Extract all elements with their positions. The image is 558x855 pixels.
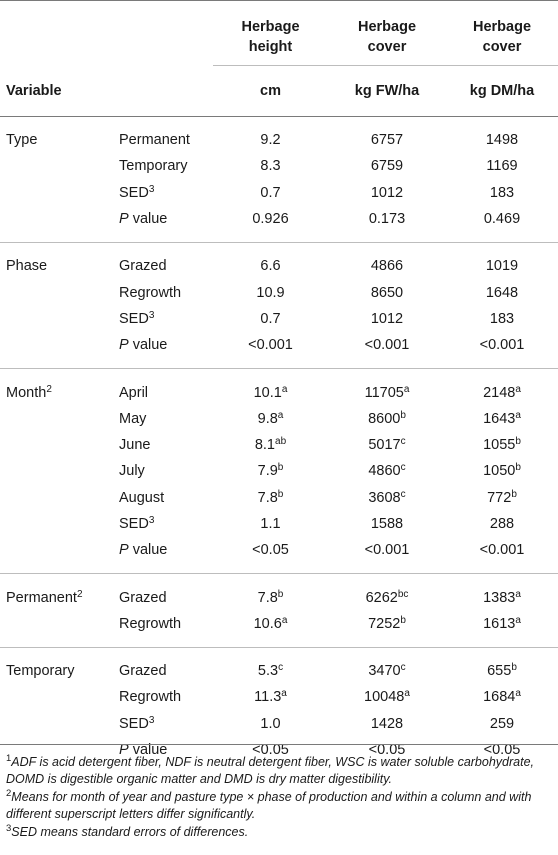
value-superscript: a: [515, 688, 521, 700]
group-cell: [0, 711, 113, 737]
level-label: Temporary: [119, 158, 188, 175]
value-text: 9.8: [257, 410, 278, 427]
value-text: <0.05: [483, 742, 521, 759]
level-cell: [113, 243, 213, 280]
value-superscript: a: [281, 614, 288, 626]
value-cell: [213, 611, 328, 648]
value-superscript: a: [515, 614, 521, 626]
value-cell: [213, 406, 328, 432]
level-label-superscript: 3: [148, 183, 155, 195]
value-text: 5.3: [257, 663, 279, 680]
table-row: [0, 306, 558, 332]
value-text: 1613: [483, 615, 516, 632]
value-cell: [446, 648, 558, 685]
value-text: <0.05: [368, 742, 406, 759]
level-label: April: [119, 384, 149, 401]
group-cell: [0, 279, 113, 305]
value-text: 6.6: [260, 258, 281, 275]
value-superscript: a: [515, 409, 521, 421]
value-text: 2148: [483, 384, 516, 401]
level-label: value: [128, 742, 168, 759]
table-row: [0, 369, 558, 406]
group-label-superscript: 2: [46, 383, 52, 395]
value-superscript: b: [515, 462, 521, 474]
value-cell: [446, 684, 558, 710]
value-text: 1498: [485, 132, 519, 149]
level-label: SED: [119, 184, 149, 201]
value-text: <0.001: [248, 337, 293, 354]
level-cell: [113, 369, 213, 406]
table-row: [0, 153, 558, 179]
table-row: [0, 611, 558, 648]
group-cell: [0, 537, 113, 574]
value-text: 10.9: [256, 284, 285, 301]
table-row: [0, 574, 558, 611]
value-superscript: ab: [275, 436, 287, 448]
table-row: [0, 485, 558, 511]
value-text: 0.7: [260, 184, 281, 201]
value-superscript: a: [515, 383, 521, 395]
value-superscript: b: [400, 409, 406, 421]
level-cell: [113, 180, 213, 206]
value-cell: [446, 279, 558, 305]
value-cell: [328, 206, 446, 243]
level-cell: [113, 279, 213, 305]
level-italic-prefix: P: [119, 337, 129, 354]
value-superscript: bc: [397, 588, 409, 600]
value-cell: [328, 611, 446, 648]
value-superscript: b: [515, 436, 521, 448]
group-cell: [0, 117, 113, 154]
value-cell: [328, 458, 446, 484]
col-header-height: Herbage height: [213, 1, 328, 66]
level-label: Grazed: [119, 258, 167, 275]
footnote-text: SED means standard errors of differences.: [11, 825, 249, 839]
group-cell: [0, 574, 113, 611]
value-cell: [328, 306, 446, 332]
level-cell: [113, 406, 213, 432]
value-cell: [213, 711, 328, 737]
level-cell: [113, 511, 213, 537]
level-cell: [113, 153, 213, 179]
value-cell: [328, 574, 446, 611]
value-cell: [213, 432, 328, 458]
value-text: 0.7: [260, 310, 281, 327]
value-text: <0.001: [364, 542, 410, 559]
value-text: 6757: [370, 132, 404, 149]
level-label: May: [119, 410, 147, 427]
value-superscript: b: [511, 488, 517, 500]
value-cell: [328, 369, 446, 406]
group-cell: [0, 432, 113, 458]
value-text: 9.2: [260, 132, 281, 149]
value-text: 183: [489, 310, 515, 327]
value-cell: [446, 432, 558, 458]
level-label-superscript: 3: [148, 714, 155, 726]
value-superscript: c: [400, 436, 406, 448]
value-cell: [213, 206, 328, 243]
footnote-text: Means for month of year and pasture type × phase of production and within a column and with different superscript letters differ significantly.: [6, 790, 532, 821]
value-superscript: a: [404, 688, 410, 700]
table-footnotes: [6, 754, 554, 842]
value-text: 772: [487, 489, 512, 506]
header-row-1: [0, 1, 558, 66]
value-superscript: c: [400, 488, 406, 500]
value-text: 1169: [486, 158, 518, 175]
value-text: 1.1: [260, 516, 281, 532]
value-cell: [213, 574, 328, 611]
value-text: 8.3: [260, 158, 281, 175]
value-cell: [328, 117, 446, 154]
level-cell: [113, 458, 213, 484]
header-row-2: [0, 66, 558, 117]
value-cell: [446, 537, 558, 574]
table-row: [0, 279, 558, 305]
value-text: 0.173: [368, 211, 406, 228]
level-italic-prefix: P: [119, 542, 129, 559]
table-row: [0, 648, 558, 685]
value-cell: [328, 279, 446, 305]
level-label: value: [128, 542, 168, 559]
value-cell: [213, 332, 328, 369]
value-superscript: c: [278, 662, 284, 674]
value-cell: [213, 684, 328, 710]
unit-header-cm: cm: [213, 66, 328, 117]
level-label: SED: [119, 715, 149, 732]
value-superscript: b: [277, 462, 284, 474]
value-cell: [446, 117, 558, 154]
group-cell: [0, 153, 113, 179]
value-cell: [446, 243, 558, 280]
group-cell: [0, 485, 113, 511]
value-cell: [328, 180, 446, 206]
level-cell: [113, 611, 213, 648]
table-row: [0, 406, 558, 432]
level-italic-prefix: P: [119, 211, 129, 228]
value-text: 8.1: [254, 437, 276, 454]
level-cell: [113, 332, 213, 369]
value-cell: [446, 711, 558, 737]
value-cell: [446, 332, 558, 369]
level-cell: [113, 648, 213, 685]
value-cell: [213, 369, 328, 406]
value-text: 655: [487, 663, 512, 680]
footnote: [6, 824, 554, 841]
group-label-superscript: 2: [76, 588, 83, 600]
value-text: <0.001: [479, 337, 525, 354]
table-row: [0, 332, 558, 369]
value-text: 1588: [370, 516, 404, 532]
footnote: [6, 789, 554, 823]
group-cell: [0, 332, 113, 369]
value-cell: [213, 537, 328, 574]
footnote: [6, 754, 554, 788]
value-cell: [446, 180, 558, 206]
group-cell: [0, 243, 113, 280]
value-cell: [446, 206, 558, 243]
value-cell: [328, 432, 446, 458]
value-text: 5017: [368, 437, 401, 454]
level-label: value: [128, 211, 168, 228]
value-text: 1643: [483, 410, 516, 427]
table-row: [0, 180, 558, 206]
group-label: Type: [6, 132, 38, 149]
value-cell: [446, 406, 558, 432]
table-row: [0, 711, 558, 737]
value-text: 1019: [485, 258, 519, 275]
col-header-cover-fw: Herbage cover: [328, 1, 446, 66]
group-label: Permanent: [6, 589, 77, 606]
group-cell: [0, 306, 113, 332]
value-text: 7.8: [257, 589, 278, 606]
value-text: 6759: [370, 158, 404, 175]
group-cell: [0, 684, 113, 710]
value-text: 3470: [368, 663, 401, 680]
group-cell: [0, 180, 113, 206]
value-cell: [213, 458, 328, 484]
table-row: [0, 684, 558, 710]
value-text: 10.6: [253, 615, 282, 632]
value-cell: [328, 684, 446, 710]
value-cell: [328, 332, 446, 369]
value-text: 259: [489, 715, 515, 732]
value-cell: [446, 574, 558, 611]
group-label: Month: [6, 384, 47, 401]
value-text: 1383: [483, 589, 516, 606]
value-superscript: a: [281, 688, 287, 700]
value-cell: [213, 243, 328, 280]
value-text: <0.001: [479, 542, 525, 559]
value-text: 10.1: [253, 384, 282, 401]
value-cell: [213, 648, 328, 685]
value-cell: [213, 279, 328, 305]
value-cell: [446, 611, 558, 648]
value-text: 288: [489, 516, 515, 532]
value-cell: [446, 511, 558, 537]
value-text: 7252: [368, 615, 401, 632]
value-text: 11.3: [254, 689, 282, 706]
value-cell: [328, 711, 446, 737]
group-label: Phase: [6, 258, 48, 275]
level-cell: [113, 206, 213, 243]
group-cell: [0, 511, 113, 537]
level-label: SED: [119, 310, 149, 327]
value-superscript: a: [515, 588, 521, 600]
value-cell: [213, 117, 328, 154]
footnote-marker: 2: [6, 788, 12, 799]
footnote-marker: 3: [6, 823, 12, 834]
value-text: <0.05: [252, 542, 289, 559]
level-label: Permanent: [119, 132, 190, 149]
value-text: 1050: [483, 463, 516, 480]
value-superscript: b: [277, 488, 284, 500]
group-cell: [0, 406, 113, 432]
value-cell: [328, 243, 446, 280]
value-cell: [213, 306, 328, 332]
level-label: August: [119, 489, 165, 506]
value-cell: [328, 537, 446, 574]
group-cell: [0, 206, 113, 243]
value-text: 1684: [483, 689, 516, 706]
value-text: 1012: [370, 184, 404, 201]
level-cell: [113, 574, 213, 611]
level-cell: [113, 306, 213, 332]
value-text: 1428: [370, 715, 404, 732]
value-text: 8600: [368, 410, 401, 427]
level-label-superscript: 3: [148, 309, 155, 321]
col-header-cover-dm: Herbage cover: [446, 1, 558, 66]
value-text: 183: [489, 184, 515, 201]
value-cell: [446, 153, 558, 179]
level-label: Regrowth: [119, 689, 182, 706]
level-label: July: [119, 463, 145, 480]
value-text: 11705: [364, 384, 404, 401]
value-text: 4866: [370, 258, 404, 275]
level-cell: [113, 711, 213, 737]
level-italic-prefix: P: [119, 742, 129, 759]
group-cell: [0, 611, 113, 648]
level-cell: [113, 117, 213, 154]
value-superscript: a: [277, 409, 284, 421]
group-cell: [0, 648, 113, 685]
level-label: SED: [119, 516, 149, 532]
variable-header: Variable: [0, 66, 113, 117]
group-cell: [0, 458, 113, 484]
value-superscript: b: [511, 662, 517, 674]
value-superscript: c: [400, 662, 406, 674]
table-row: [0, 117, 558, 154]
level-cell: [113, 537, 213, 574]
level-label: value: [128, 337, 168, 354]
value-text: 3608: [368, 489, 401, 506]
value-text: 1055: [483, 437, 516, 454]
value-superscript: b: [400, 614, 406, 626]
value-cell: [446, 306, 558, 332]
level-label-superscript: 3: [148, 515, 155, 526]
level-label: Grazed: [119, 663, 167, 680]
value-text: 7.8: [257, 489, 278, 506]
level-label: Grazed: [119, 589, 167, 606]
value-text: 1648: [485, 284, 519, 301]
footnote-marker: 1: [6, 753, 12, 764]
value-superscript: a: [281, 383, 288, 395]
footnote-text: ADF is acid detergent fiber, NDF is neutral detergent fiber, WSC is water soluble carbohydrate, DOMD is digestible organic matter and DMD is dry matter digestibility.: [6, 755, 535, 786]
value-cell: [328, 485, 446, 511]
level-label: Regrowth: [119, 284, 182, 301]
unit-header-kg-fw: kg FW/ha: [328, 66, 446, 117]
value-text: 10048: [364, 689, 405, 706]
value-superscript: a: [403, 383, 410, 395]
group-cell: [0, 369, 113, 406]
value-cell: [446, 485, 558, 511]
level-cell: [113, 684, 213, 710]
level-cell: [113, 485, 213, 511]
level-label: Regrowth: [119, 615, 182, 632]
table-row: [0, 511, 558, 537]
value-cell: [213, 180, 328, 206]
level-cell: [113, 432, 213, 458]
value-superscript: c: [400, 462, 406, 474]
table-row: [0, 243, 558, 280]
value-cell: [213, 485, 328, 511]
value-superscript: b: [277, 588, 284, 600]
value-text: 0.926: [252, 211, 289, 228]
value-cell: [328, 511, 446, 537]
table-row: [0, 537, 558, 574]
value-text: 1.0: [260, 715, 281, 732]
value-cell: [213, 511, 328, 537]
value-text: 0.469: [483, 211, 521, 228]
level-label: June: [119, 437, 151, 454]
value-text: <0.001: [364, 337, 410, 354]
table-row: [0, 206, 558, 243]
value-text: 6262: [365, 589, 398, 606]
table-body: [0, 117, 558, 774]
value-text: <0.05: [252, 742, 289, 759]
group-label: Temporary: [6, 663, 75, 680]
value-text: 1012: [370, 310, 404, 327]
value-text: 4860: [368, 463, 401, 480]
value-text: 7.9: [257, 463, 278, 480]
value-cell: [213, 153, 328, 179]
value-cell: [328, 648, 446, 685]
value-cell: [328, 406, 446, 432]
table-row: [0, 432, 558, 458]
value-cell: [446, 458, 558, 484]
table-row: [0, 458, 558, 484]
unit-header-kg-dm: kg DM/ha: [446, 66, 558, 117]
table-bottom-rule: [0, 744, 558, 745]
value-text: 8650: [370, 284, 404, 301]
value-cell: [328, 153, 446, 179]
value-cell: [446, 369, 558, 406]
